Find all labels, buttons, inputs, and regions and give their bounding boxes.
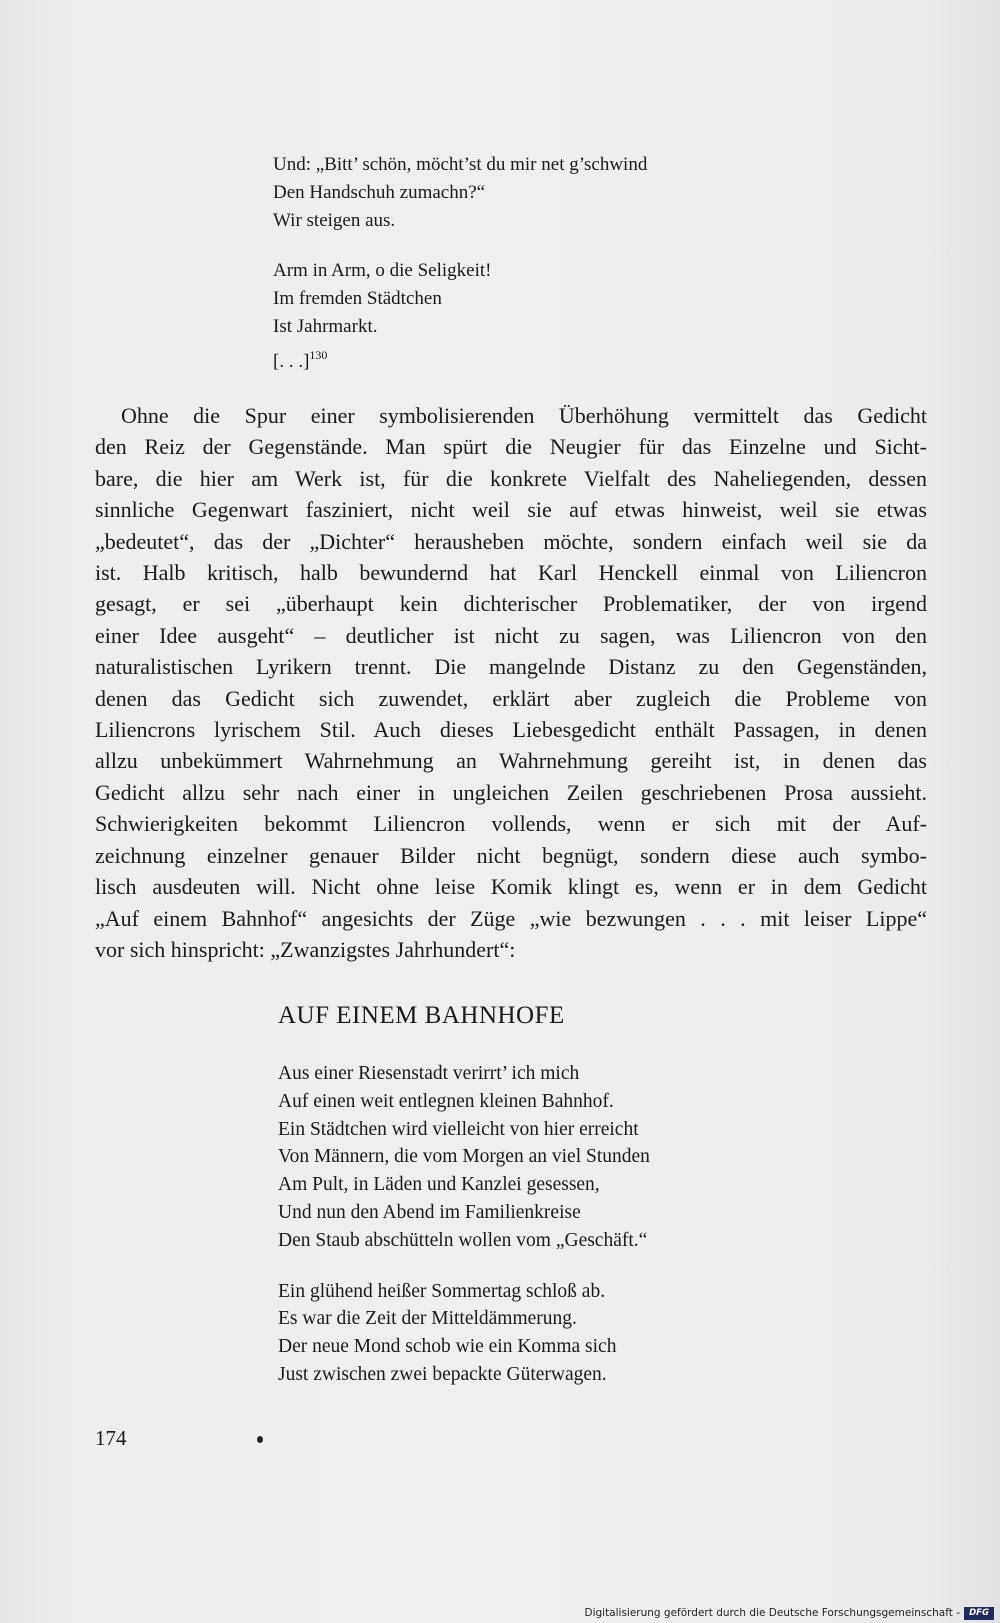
- paragraph-line: sinnliche Gegenwart fasziniert, nicht weil sie auf etwas hinweist, weil sie etwas: [95, 497, 927, 523]
- poem-line: Der neue Mond schob wie ein Komma sich: [278, 1336, 617, 1358]
- poem-line: Den Staub abschütteln wollen vom „Geschäft.“: [278, 1229, 648, 1251]
- paragraph-line: bare, die hier am Werk ist, für die konkrete Vielfalt des Naheliegenden, dessen: [95, 465, 927, 491]
- paragraph-line: Schwierigkeiten bekommt Liliencron vollends, wenn er sich mit der Auf-: [95, 811, 927, 837]
- poem-line: Und nun den Abend im Familienkreise: [278, 1201, 581, 1223]
- poem-line: Es war die Zeit der Mitteldämmerung.: [278, 1308, 577, 1330]
- paragraph-line: zeichnung einzelner genauer Bilder nicht begnügt, sondern diese auch symbo-: [95, 842, 927, 868]
- paragraph-line: naturalistischen Lyrikern trennt. Die mangelnde Distanz zu den Gegenständen,: [95, 654, 927, 680]
- page-number: 174: [95, 1426, 127, 1450]
- poem-line: Wir steigen aus.: [273, 210, 396, 231]
- poem-line: Auf einen weit entlegnen kleinen Bahnhof.: [278, 1090, 614, 1112]
- poem-line: Ist Jahrmarkt.: [273, 316, 378, 337]
- footnote-reference: 130: [309, 348, 328, 362]
- paragraph-line: einer Idee ausgeht“ – deutlicher ist nicht zu sagen, was Liliencron von den: [95, 622, 927, 648]
- poem-line: Den Handschuh zumachn?“: [273, 182, 486, 203]
- poem: [278, 1060, 650, 1389]
- poem-title: AUF EINEM BAHNHOFE: [278, 1002, 565, 1029]
- poem-line: Ein glühend heißer Sommertag schloß ab.: [278, 1280, 606, 1302]
- paragraph-line: Liliencrons lyrischem Stil. Auch dieses Liebesgedicht enthält Passagen, in denen: [95, 717, 927, 743]
- poem-line: Aus einer Riesenstadt verirrt’ ich mich: [278, 1063, 580, 1084]
- paragraph-line: ist. Halb kritisch, halb bewundernd hat Karl Henckell einmal von Liliencron: [95, 560, 927, 586]
- ink-dot: [257, 1436, 263, 1443]
- paragraph-line: lisch ausdeuten will. Nicht ohne leise Komik klingt es, wenn er in dem Gedicht: [95, 874, 927, 900]
- paragraph-line: Gedicht allzu sehr nach einer in ungleichen Zeilen geschriebenen Prosa aussieht.: [95, 779, 927, 805]
- ellipsis: [. . .]: [273, 351, 310, 372]
- paragraph-line: vor sich hinspricht: „Zwanzigstes Jahrhundert“:: [95, 936, 516, 962]
- paragraph-line: gesagt, er sei „überhaupt kein dichterischer Problematiker, der von irgend: [95, 591, 927, 617]
- poem-line: Ein Städtchen wird vielleicht von hier erreicht: [278, 1118, 639, 1140]
- paragraph-line: den Reiz der Gegenstände. Man spürt die Neugier für das Einzelne und Sicht-: [95, 434, 927, 460]
- paragraph-line: allzu unbekümmert Wahrnehmung an Wahrnehmung gereiht ist, in denen das: [95, 748, 927, 774]
- dfg-logo: DFG: [964, 1607, 994, 1620]
- digitization-credit: Digitalisierung gefördert durch die Deutsche Forschungsgemeinschaft -: [584, 1607, 960, 1619]
- paragraph-line: Ohne die Spur einer symbolisierenden Überhöhung vermittelt das Gedicht: [121, 403, 927, 428]
- poem-line: Am Pult, in Läden und Kanzlei gesessen,: [278, 1174, 600, 1196]
- poem-line: Im fremden Städtchen: [273, 288, 442, 309]
- stanza-gap: [278, 1255, 650, 1278]
- poem-line: Just zwischen zwei bepackte Güterwagen.: [278, 1363, 607, 1385]
- paragraph-line: „Auf einem Bahnhof“ angesichts der Züge „wie bezwungen . . . mit leiser Lippe“: [95, 905, 927, 931]
- body-paragraph: [95, 400, 927, 965]
- paragraph-line: „bedeutet“, das der „Dichter“ herausheben möchte, sondern einfach weil sie da: [95, 528, 927, 554]
- poem-line: Von Männern, die vom Morgen an viel Stunden: [278, 1146, 650, 1168]
- poem-line: Und: „Bitt’ schön, möcht’st du mir net g’schwind: [273, 154, 648, 175]
- poem-excerpt: [273, 151, 648, 372]
- poem-ellipsis-line: [273, 341, 647, 372]
- paragraph-line: denen das Gedicht sich zuwendet, erklärt aber zugleich die Probleme von: [95, 685, 927, 711]
- poem-line: Arm in Arm, o die Seligkeit!: [273, 260, 492, 281]
- stanza-gap: [273, 235, 647, 257]
